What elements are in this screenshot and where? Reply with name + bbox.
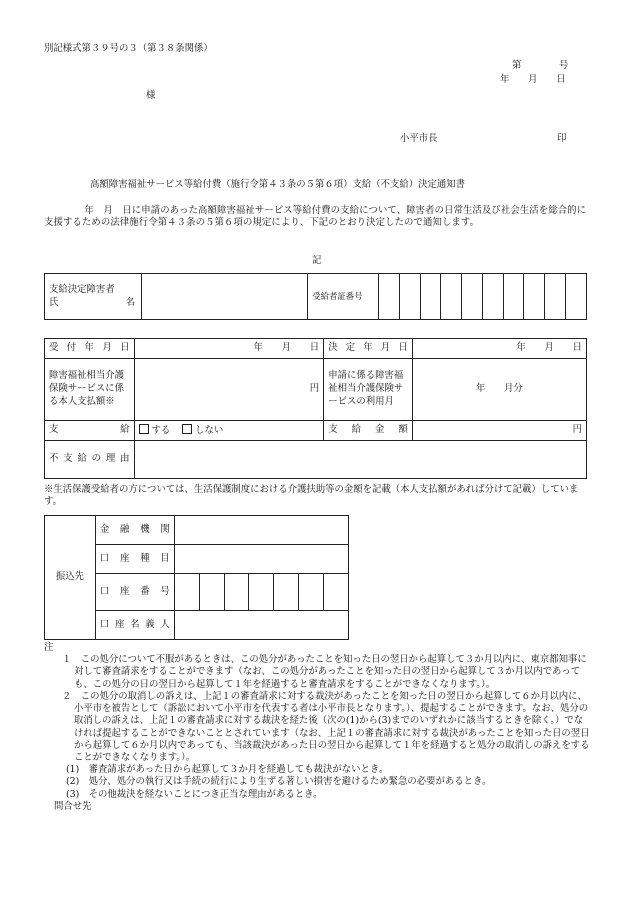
cert-digit-box[interactable] [503, 274, 524, 320]
decision-table [44, 338, 587, 479]
payment-label: 支 給 [45, 421, 135, 441]
account-type-value[interactable] [174, 545, 348, 574]
payment-yes-label: する [151, 424, 171, 436]
transfer-group-label: 振込先 [45, 516, 96, 640]
cert-digit-box[interactable] [462, 274, 483, 320]
cert-digit-box[interactable] [482, 274, 503, 320]
cert-digit-box[interactable] [420, 274, 441, 320]
amount-label: 支給金額 [324, 421, 413, 441]
recipient-label-cell [45, 274, 142, 320]
decision-label: 決定年月日 [324, 339, 413, 359]
usage-month-value[interactable]: 年 月分 [412, 359, 586, 421]
notes-section [44, 642, 592, 813]
payment-yes-checkbox[interactable] [139, 424, 149, 434]
document-number: 第 号 [512, 60, 569, 71]
reason-label: 不支給の理由 [45, 441, 135, 479]
note-item-2: ２ この処分の取消しの訴えは、上記１の審査請求に対する裁決があったことを知った日の翌日から起算して６か月以内に、小平市を被告として（訴訟において小平市を代表する者は小平市長となります。）、提起することができます。なお、処分の取消しの訴えは、上記１の審査請求に対する裁決を経た後（次の(1)から(3)までのいずれかに該当するときを除く。）でなければ提起することができないこととされています（なお、上記１の審査請求に対する裁決があったことを知った日の翌日から起算して６か月以内であっても、当該裁決があった日の翌日から起算して１年を経過すると処分の取消しの訴えをすることができなくなります。）。 [62, 690, 590, 763]
addressee-suffix: 様 [146, 90, 156, 101]
payment-choice-cell [134, 421, 324, 441]
received-label: 受付年月日 [45, 339, 135, 359]
account-digit-box[interactable] [174, 574, 199, 611]
account-type-label: 口座種目 [95, 545, 174, 574]
notes-heading: 注 [44, 642, 54, 653]
note-item-1: １ この処分について不服があるときは、この処分があったことを知った日の翌日から起算して３か月以内に、東京都知事に対して審査請求をすることができます（なお、この処分があったことを知った日の翌日から起算して３か月以内であっても、この処分の日の翌日から起算して１年を経過すると審査請求をすることができなくなります。）。 [62, 654, 587, 690]
document-date: 年 月 日 [500, 74, 566, 85]
cert-digit-box[interactable] [379, 274, 400, 320]
intro-paragraph: 年 月 日に申請のあった高額障害福祉サービス等給付費の支給について、障害者の日常生活及び社会生活を総合的に支援するための法律施行令第４３条の５第６項の規定により、下記のとおり決定したので通知します。 [44, 205, 587, 229]
account-digit-box[interactable] [324, 574, 349, 611]
cert-no-label-cell: 受給者証番号 [308, 274, 379, 320]
recipient-label-1: 支給決定障害者 [49, 284, 115, 296]
reason-value[interactable] [134, 441, 587, 479]
bank-value[interactable] [174, 516, 348, 545]
account-digit-box[interactable] [199, 574, 224, 611]
cert-digit-box[interactable] [399, 274, 420, 320]
ki-label: 記 [312, 255, 322, 266]
account-holder-value[interactable] [174, 611, 348, 640]
account-digit-box[interactable] [249, 574, 274, 611]
recipient-label-2: 氏 名 [49, 296, 135, 308]
cert-digit-box[interactable] [524, 274, 545, 320]
decision-value[interactable]: 年 月 日 [412, 339, 586, 359]
issuer-name: 小平市長 [400, 133, 438, 144]
cert-digit-box[interactable] [545, 274, 566, 320]
self-pay-label: 障害福祉相当介護保険サービスに係る本人支払額※ [45, 359, 135, 421]
account-number-label: 口座番号 [95, 574, 174, 611]
account-digit-box[interactable] [274, 574, 299, 611]
recipient-name-cell[interactable] [141, 274, 307, 320]
payment-no-checkbox[interactable] [182, 424, 192, 434]
account-holder-label: 口座名義人 [95, 611, 174, 640]
transfer-table [44, 515, 349, 640]
note-sub-1: (1) 審査請求があった日から起算して３か月を経過しても裁決がないとき。 [66, 764, 389, 776]
account-digit-box[interactable] [299, 574, 324, 611]
amount-unit[interactable]: 円 [412, 421, 586, 441]
form-number: 別記様式第３９号の３（第３８条関係） [44, 43, 213, 54]
recipient-table [44, 273, 587, 320]
seal-mark: 印 [557, 133, 567, 144]
account-digit-box[interactable] [224, 574, 249, 611]
document-title: 高額障害福祉サービス等給付費（施行令第４３条の５第６項）支給（不支給）決定通知書 [90, 179, 466, 190]
note-sub-3: (3) その他裁決を経ないことにつき正当な理由があるとき。 [66, 788, 323, 800]
self-pay-unit[interactable]: 円 [134, 359, 324, 421]
usage-month-label: 申請に係る障害福祉相当介護保険サービスの利用月 [324, 359, 413, 421]
cert-digit-box[interactable] [566, 274, 587, 320]
contact-label: 問合せ先 [54, 800, 92, 812]
cert-digit-box[interactable] [441, 274, 462, 320]
received-value[interactable]: 年 月 日 [134, 339, 324, 359]
welfare-note: ※生活保護受給者の方については、生活保護制度における介護扶助等の金額を記載（本人支払額があれば分けて記載）しています。 [44, 484, 579, 508]
bank-label: 金融機関 [95, 516, 174, 545]
note-sub-2: (2) 処分、処分の執行又は手続の続行により生ずる著しい損害を避けるため緊急の必要があるとき。 [66, 776, 492, 788]
payment-no-label: しない [195, 424, 224, 436]
